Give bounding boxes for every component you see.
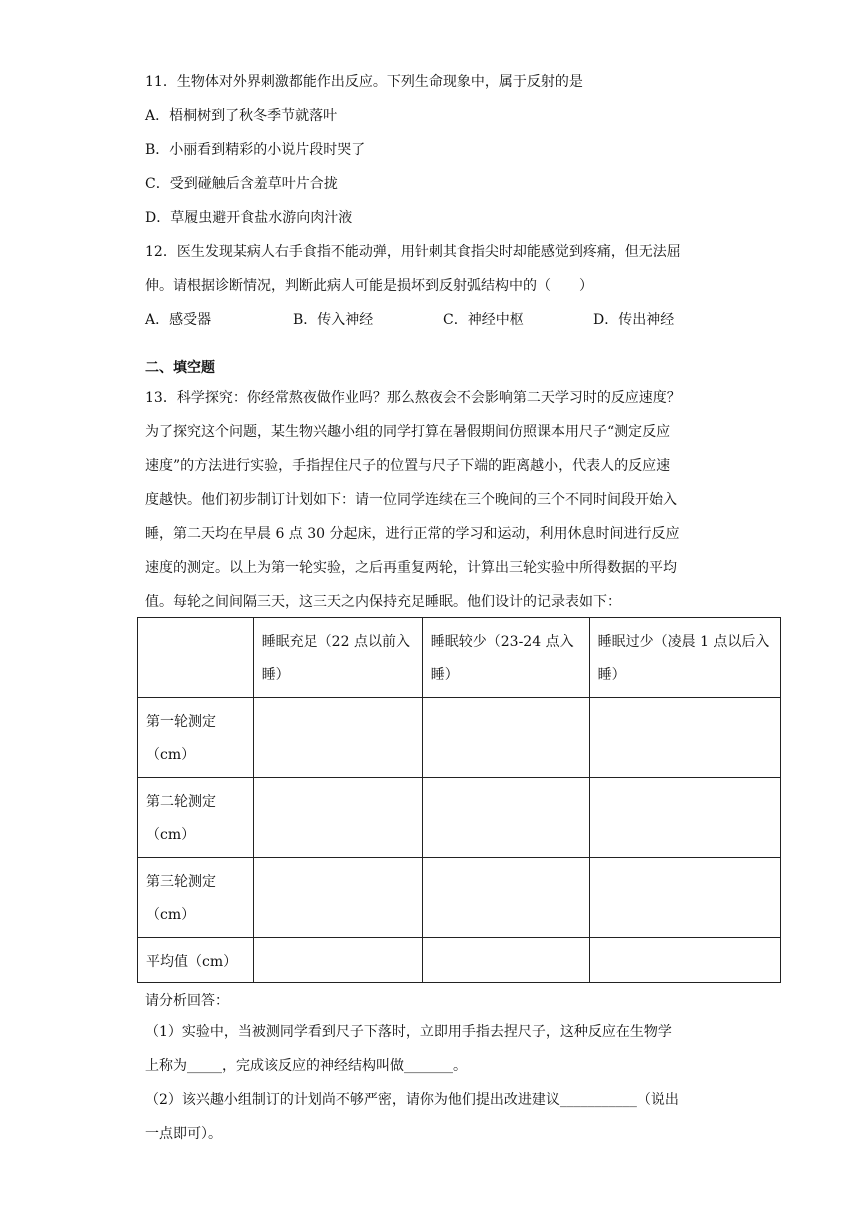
table-cell[interactable] bbox=[422, 698, 589, 778]
q12-option-a: A．感受器 bbox=[145, 312, 212, 328]
table-cell[interactable] bbox=[422, 778, 589, 858]
table-cell[interactable] bbox=[589, 858, 780, 938]
table-header-row bbox=[138, 618, 781, 698]
q13-stem-line-3: 速度”的方法进行实验，手指捏住尺子的位置与尺子下端的距离越小，代表人的反应速 bbox=[145, 458, 671, 474]
table-row-label: 第一轮测定（cm） bbox=[138, 698, 254, 778]
table-row bbox=[138, 698, 781, 778]
table-corner-cell bbox=[138, 618, 254, 698]
q12-option-b: B．传入神经 bbox=[293, 312, 374, 328]
table-header-sleep-too-little: 睡眠过少（凌晨 1 点以后入睡） bbox=[589, 618, 780, 698]
table-cell[interactable] bbox=[589, 938, 780, 983]
q13-sub1-line-1: （1）实验中，当被测同学看到尺子下落时，立即用手指去捏尺子，这种反应在生物学 bbox=[145, 1024, 672, 1040]
table-cell[interactable] bbox=[422, 858, 589, 938]
table-cell[interactable] bbox=[253, 858, 422, 938]
q13-sub2-line-1: （2）该兴趣小组制订的计划尚不够严密，请你为他们提出改进建议___________（说出 bbox=[145, 1092, 679, 1108]
q11-option-c: C．受到碰触后含羞草叶片合拢 bbox=[145, 176, 338, 192]
section-title: 二、填空题 bbox=[145, 360, 215, 376]
table-row bbox=[138, 858, 781, 938]
q13-stem-line-2: 为了探究这个问题，某生物兴趣小组的同学打算在暑假期间仿照课本用尺子“测定反应 bbox=[145, 424, 671, 440]
q11-stem: 11．生物体对外界刺激都能作出反应。下列生命现象中，属于反射的是 bbox=[145, 74, 583, 90]
q13-stem-line-5: 睡，第二天均在早晨 6 点 30 分起床，进行正常的学习和运动，利用休息时间进行反应 bbox=[145, 526, 680, 542]
q12-stem-line-2: 伸。请根据诊断情况，判断此病人可能是损坏到反射弧结构中的（ ） bbox=[145, 278, 593, 294]
q13-stem-line-7: 值。每轮之间间隔三天，这三天之内保持充足睡眠。他们设计的记录表如下： bbox=[145, 594, 621, 610]
record-table bbox=[137, 617, 781, 983]
q13-prompt: 请分析回答： bbox=[145, 993, 229, 1009]
table-cell[interactable] bbox=[253, 938, 422, 983]
table-row-label: 第三轮测定（cm） bbox=[138, 858, 254, 938]
q13-stem-line-6: 速度的测定。以上为第一轮实验，之后再重复两轮，计算出三轮实验中所得数据的平均 bbox=[145, 560, 677, 576]
table-row bbox=[138, 778, 781, 858]
q11-option-d: D．草履虫避开食盐水游向肉汁液 bbox=[145, 210, 353, 226]
q11-option-b: B．小丽看到精彩的小说片段时哭了 bbox=[145, 142, 366, 158]
q13-stem-line-1: 13．科学探究：你经常熬夜做作业吗？那么熬夜会不会影响第二天学习时的反应速度？ bbox=[145, 390, 681, 406]
q12-option-c: C．神经中枢 bbox=[443, 312, 524, 328]
table-cell[interactable] bbox=[589, 778, 780, 858]
table-header-sleep-enough: 睡眠充足（22 点以前入睡） bbox=[253, 618, 422, 698]
q13-sub1-line-2: 上称为_____，完成该反应的神经结构叫做_______。 bbox=[145, 1058, 467, 1074]
table-row-label: 第二轮测定（cm） bbox=[138, 778, 254, 858]
q12-option-d: D．传出神经 bbox=[593, 312, 675, 328]
q11-option-a: A．梧桐树到了秋冬季节就落叶 bbox=[145, 108, 338, 124]
table-header-sleep-less: 睡眠较少（23-24 点入睡） bbox=[422, 618, 589, 698]
q13-stem-line-4: 度越快。他们初步制订计划如下：请一位同学连续在三个晚间的三个不同时间段开始入 bbox=[145, 492, 677, 508]
q12-stem-line-1: 12．医生发现某病人右手食指不能动弹，用针刺其食指尖时却能感觉到疼痛，但无法屈 bbox=[145, 244, 681, 260]
table-row-label: 平均值（cm） bbox=[138, 938, 254, 983]
table-cell[interactable] bbox=[253, 698, 422, 778]
q13-sub2-line-2: 一点即可）。 bbox=[145, 1126, 222, 1142]
table-row bbox=[138, 938, 781, 983]
table-cell[interactable] bbox=[589, 698, 780, 778]
table-cell[interactable] bbox=[253, 778, 422, 858]
table-cell[interactable] bbox=[422, 938, 589, 983]
